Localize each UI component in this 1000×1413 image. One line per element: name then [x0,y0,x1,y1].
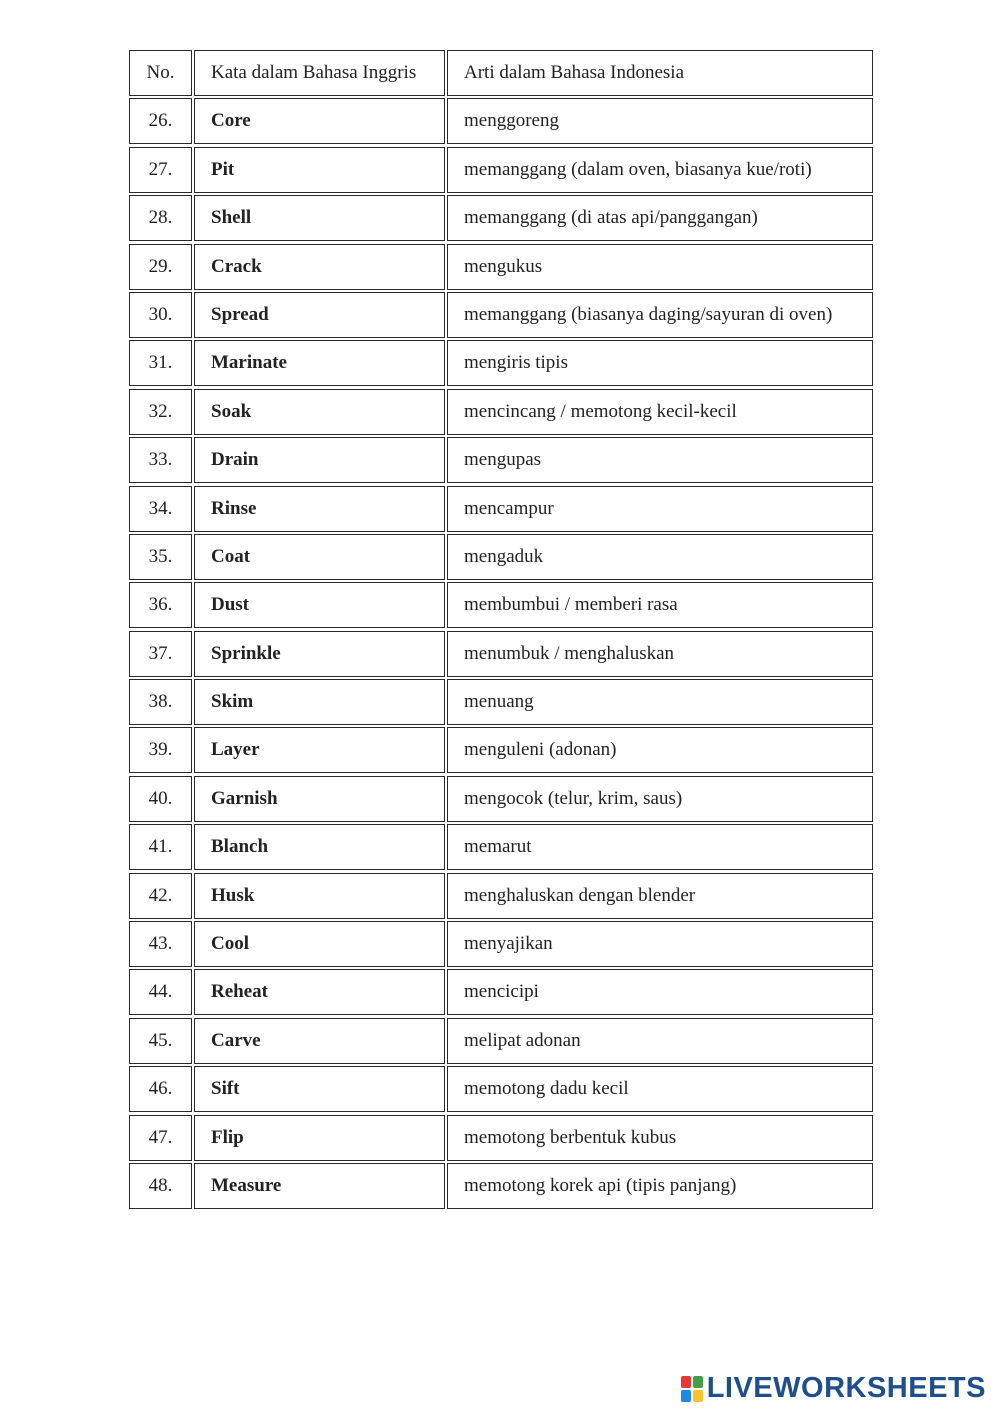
english-word: Garnish [194,776,445,822]
english-word: Drain [194,437,445,483]
header-number: No. [129,50,192,96]
indonesian-meaning: memanggang (di atas api/panggangan) [447,195,873,241]
english-word: Shell [194,195,445,241]
table-header-row [129,50,873,96]
table-row [129,195,873,241]
english-word: Blanch [194,824,445,870]
table-row [129,824,873,870]
english-word: Flip [194,1115,445,1161]
english-word: Sift [194,1066,445,1112]
table-row [129,582,873,628]
english-word: Husk [194,873,445,919]
table-row [129,486,873,532]
table-row [129,631,873,677]
indonesian-meaning: mencampur [447,486,873,532]
logo-tile-red [681,1376,691,1388]
row-number: 29. [129,244,192,290]
indonesian-meaning: menuang [447,679,873,725]
indonesian-meaning: mencicipi [447,969,873,1015]
table-row [129,534,873,580]
indonesian-meaning: membumbui / memberi rasa [447,582,873,628]
table-row [129,873,873,919]
indonesian-meaning: melipat adonan [447,1018,873,1064]
row-number: 46. [129,1066,192,1112]
row-number: 34. [129,486,192,532]
table-body [129,98,873,1209]
english-word: Core [194,98,445,144]
english-word: Crack [194,244,445,290]
table-row [129,1163,873,1209]
indonesian-meaning: memanggang (dalam oven, biasanya kue/roti) [447,147,873,193]
row-number: 47. [129,1115,192,1161]
row-number: 33. [129,437,192,483]
logo-tile-blue [681,1390,691,1402]
header-indonesian-meaning: Arti dalam Bahasa Indonesia [447,50,873,96]
indonesian-meaning: menguleni (adonan) [447,727,873,773]
row-number: 39. [129,727,192,773]
english-word: Measure [194,1163,445,1209]
english-word: Dust [194,582,445,628]
row-number: 44. [129,969,192,1015]
row-number: 43. [129,921,192,967]
table-row [129,244,873,290]
logo-tile-yellow [693,1390,703,1402]
table-row [129,147,873,193]
indonesian-meaning: menghaluskan dengan blender [447,873,873,919]
row-number: 36. [129,582,192,628]
table-row [129,921,873,967]
table-row [129,679,873,725]
indonesian-meaning: mencincang / memotong kecil-kecil [447,389,873,435]
row-number: 42. [129,873,192,919]
indonesian-meaning: mengupas [447,437,873,483]
logo-tile-green [693,1376,703,1388]
table-row [129,340,873,386]
english-word: Pit [194,147,445,193]
row-number: 45. [129,1018,192,1064]
vocabulary-table [129,50,873,1211]
english-word: Rinse [194,486,445,532]
english-word: Soak [194,389,445,435]
row-number: 30. [129,292,192,338]
english-word: Sprinkle [194,631,445,677]
table-row [129,969,873,1015]
indonesian-meaning: menumbuk / menghaluskan [447,631,873,677]
row-number: 37. [129,631,192,677]
table-row [129,727,873,773]
indonesian-meaning: memotong dadu kecil [447,1066,873,1112]
row-number: 41. [129,824,192,870]
row-number: 35. [129,534,192,580]
table-row [129,1018,873,1064]
row-number: 48. [129,1163,192,1209]
table-row [129,389,873,435]
english-word: Layer [194,727,445,773]
row-number: 31. [129,340,192,386]
indonesian-meaning: memotong berbentuk kubus [447,1115,873,1161]
english-word: Carve [194,1018,445,1064]
table-row [129,776,873,822]
row-number: 28. [129,195,192,241]
indonesian-meaning: menyajikan [447,921,873,967]
header-english-word: Kata dalam Bahasa Inggris [194,50,445,96]
indonesian-meaning: memotong korek api (tipis panjang) [447,1163,873,1209]
english-word: Coat [194,534,445,580]
table-row [129,1066,873,1112]
english-word: Cool [194,921,445,967]
table-row [129,437,873,483]
table-row [129,98,873,144]
english-word: Marinate [194,340,445,386]
row-number: 40. [129,776,192,822]
indonesian-meaning: memarut [447,824,873,870]
liveworksheets-branding [681,1372,986,1405]
row-number: 32. [129,389,192,435]
indonesian-meaning: mengiris tipis [447,340,873,386]
indonesian-meaning: memanggang (biasanya daging/sayuran di oven) [447,292,873,338]
english-word: Skim [194,679,445,725]
indonesian-meaning: menggoreng [447,98,873,144]
table-row [129,1115,873,1161]
liveworksheets-logo-icon [681,1376,703,1402]
indonesian-meaning: mengukus [447,244,873,290]
english-word: Spread [194,292,445,338]
row-number: 26. [129,98,192,144]
table-row [129,292,873,338]
indonesian-meaning: mengaduk [447,534,873,580]
liveworksheets-logo-text: LIVEWORKSHEETS [706,1372,986,1404]
english-word: Reheat [194,969,445,1015]
row-number: 38. [129,679,192,725]
indonesian-meaning: mengocok (telur, krim, saus) [447,776,873,822]
row-number: 27. [129,147,192,193]
